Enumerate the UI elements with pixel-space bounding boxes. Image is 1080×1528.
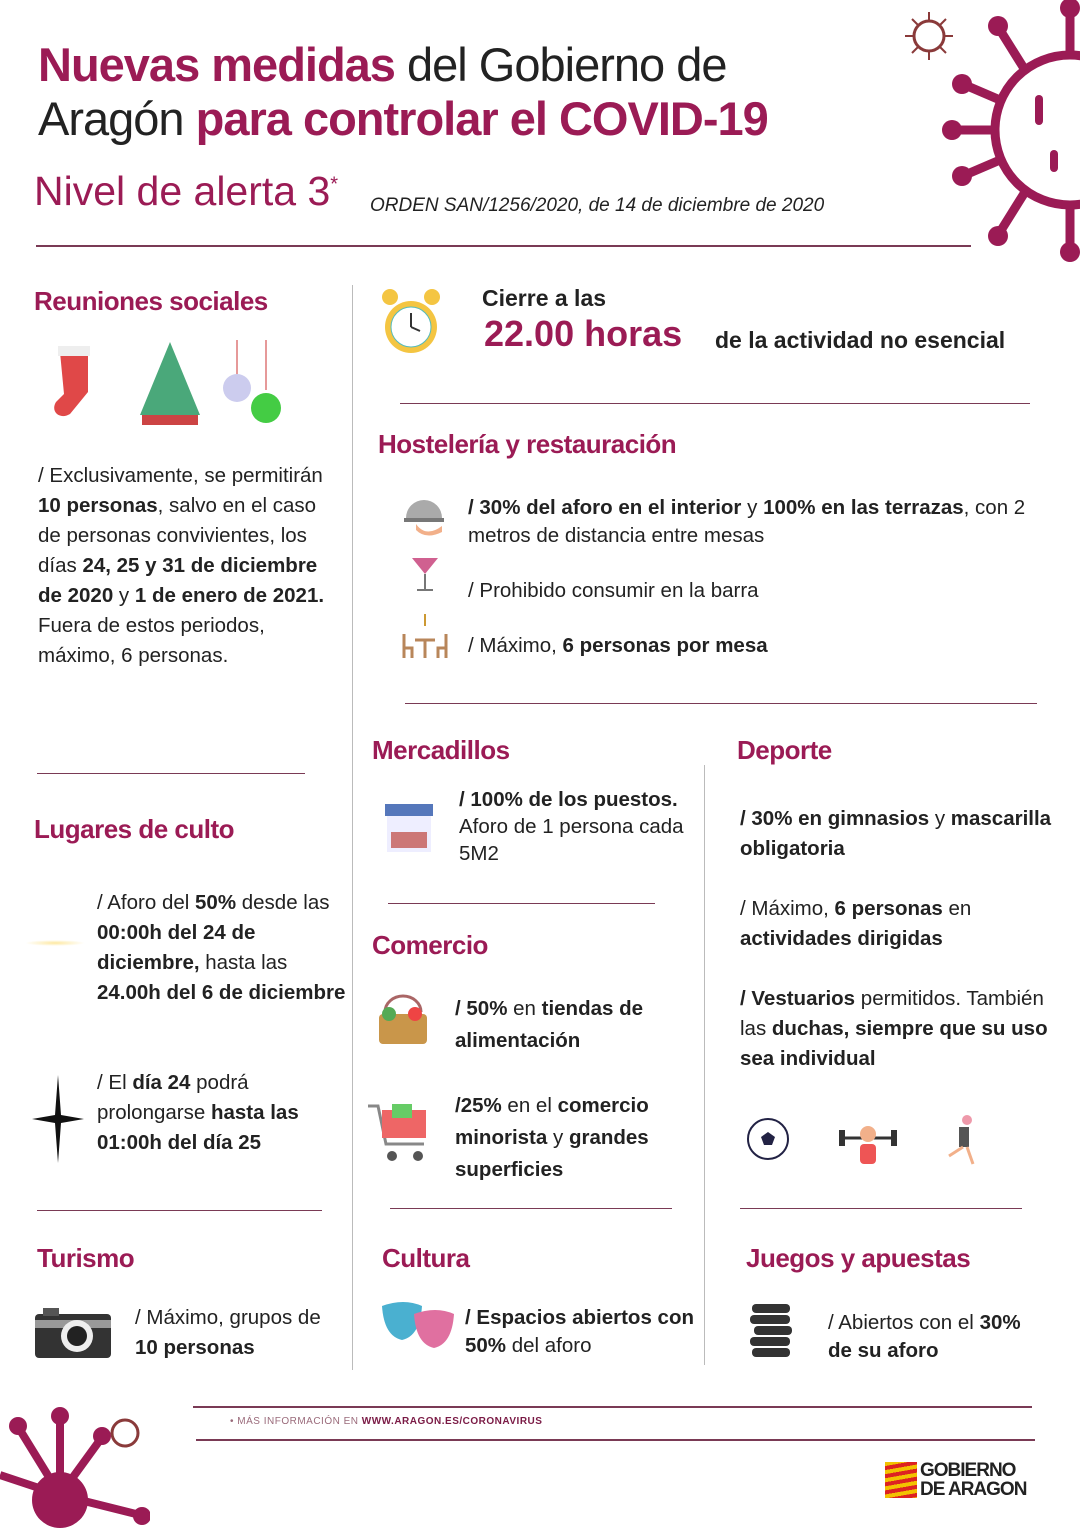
text: / Máximo, bbox=[468, 634, 563, 657]
bold-text: Nuevas medidas bbox=[38, 38, 395, 91]
shopping-cart-icon bbox=[366, 1100, 432, 1166]
divider bbox=[36, 245, 971, 247]
deporte-item bbox=[740, 894, 1060, 954]
bold-text: / 100% de los puestos. bbox=[459, 788, 678, 811]
market-stall-icon bbox=[383, 802, 435, 854]
divider bbox=[196, 1439, 1035, 1441]
page-title bbox=[38, 38, 768, 146]
bold-text: 24, 25 y 31 de diciembre de 2020 bbox=[38, 554, 318, 607]
bold-text: grandes superficies bbox=[455, 1126, 649, 1181]
bold-text: 10 personas bbox=[135, 1336, 255, 1359]
bold-text: 24.00h del 6 de diciembre bbox=[97, 981, 346, 1004]
bold-text: 50% bbox=[195, 891, 237, 914]
divider bbox=[37, 1210, 322, 1211]
text: en el bbox=[501, 1094, 558, 1117]
text: podrá prolongarse bbox=[97, 1071, 249, 1124]
weightlifting-icon bbox=[839, 1126, 897, 1164]
bold-text: 6 personas bbox=[834, 897, 943, 920]
divider bbox=[352, 285, 353, 1370]
text: Fuera de estos periodos, máximo, 6 personas. bbox=[38, 614, 265, 667]
text: y bbox=[113, 584, 135, 607]
text: y bbox=[929, 807, 951, 830]
text: del aforo bbox=[506, 1334, 592, 1357]
section-title-reuniones: Reuniones sociales bbox=[34, 286, 268, 316]
section-title-juegos: Juegos y apuestas bbox=[746, 1243, 971, 1273]
bold-text: mascarilla obligatoria bbox=[740, 807, 1052, 860]
section-title-comercio: Comercio bbox=[372, 930, 488, 960]
text: / Máximo, bbox=[740, 897, 835, 920]
section-title-deporte: Deporte bbox=[737, 735, 832, 765]
section-title-turismo: Turismo bbox=[37, 1243, 135, 1273]
hosteleria-item bbox=[468, 576, 759, 606]
text: / Exclusivamente, se permitirán bbox=[38, 464, 323, 487]
table-chairs-icon bbox=[400, 612, 450, 660]
bold-text: / 30% del aforo en el interior bbox=[468, 496, 742, 519]
virus-icon bbox=[0, 1400, 150, 1528]
divider bbox=[740, 1208, 1022, 1209]
divider bbox=[405, 703, 1037, 704]
bold-text: día 24 bbox=[132, 1071, 191, 1094]
text: del Gobierno de bbox=[394, 38, 727, 91]
text: desde las bbox=[236, 891, 330, 914]
comercio-item bbox=[455, 1090, 695, 1186]
alert-level bbox=[34, 168, 338, 215]
hosteleria-item bbox=[468, 631, 768, 661]
cultura-text bbox=[465, 1304, 700, 1360]
theatre-masks-icon bbox=[380, 1300, 458, 1356]
sparkle-icon bbox=[25, 940, 85, 946]
text: en bbox=[942, 897, 972, 920]
section-title-culto: Lugares de culto bbox=[34, 814, 235, 844]
alarm-clock-icon bbox=[380, 285, 442, 359]
text: hasta las bbox=[199, 951, 288, 974]
juegos-text bbox=[828, 1309, 1028, 1365]
text: permitidos. También las bbox=[740, 987, 1044, 1040]
logo-line-2: DE ARAGON bbox=[920, 1479, 1027, 1500]
text: Aragón bbox=[38, 92, 196, 145]
divider bbox=[37, 773, 305, 774]
sport-icons bbox=[745, 1112, 985, 1170]
gobierno-logo bbox=[920, 1461, 1026, 1499]
bold-text: tiendas de alimentación bbox=[455, 997, 644, 1052]
text: , salvo en el caso de personas convivientes, los días bbox=[38, 494, 317, 577]
bold-text: 10 personas bbox=[38, 494, 158, 517]
text: / El bbox=[97, 1071, 133, 1094]
runner-icon bbox=[949, 1115, 973, 1164]
bold-text: / 50% bbox=[455, 997, 508, 1020]
text: / Máximo, grupos de bbox=[135, 1306, 321, 1329]
logo-line-1: GOBIERNO bbox=[920, 1460, 1016, 1481]
cocktail-icon bbox=[410, 550, 440, 595]
hosteleria-item bbox=[468, 494, 1038, 550]
text: en bbox=[507, 997, 542, 1020]
bold-text: 100% en las terrazas bbox=[763, 496, 964, 519]
text: / Aforo del bbox=[97, 891, 196, 914]
divider bbox=[193, 1406, 1032, 1408]
text: Aforo de 1 persona cada 5M2 bbox=[459, 815, 684, 865]
alert-level-text: Nivel de alerta 3 bbox=[34, 168, 331, 214]
alert-level-mark: * bbox=[330, 173, 339, 196]
ornaments-icon bbox=[223, 340, 281, 423]
cierre-time: 22.00 horas bbox=[484, 313, 683, 354]
virus-icon bbox=[940, 0, 1080, 265]
bold-text: 00:00h del 24 de diciembre, bbox=[97, 921, 256, 974]
bold-text: 30% de su aforo bbox=[828, 1311, 1021, 1362]
divider bbox=[390, 1208, 672, 1209]
culto-text-1 bbox=[97, 888, 347, 1008]
stocking-icon bbox=[54, 346, 90, 416]
deporte-item bbox=[740, 804, 1060, 864]
text: / Prohibido consumir en la barra bbox=[468, 579, 759, 602]
section-title-mercadillos: Mercadillos bbox=[372, 735, 510, 765]
turismo-text bbox=[135, 1303, 335, 1363]
cierre-suffix: de la actividad no esencial bbox=[715, 327, 1006, 353]
culto-text-2 bbox=[97, 1068, 337, 1158]
section-title-hosteleria: Hostelería y restauración bbox=[378, 429, 677, 459]
camera-icon bbox=[35, 1306, 111, 1358]
cloche-icon bbox=[402, 490, 446, 540]
small-virus-icon bbox=[903, 10, 955, 62]
christmas-tree-icon bbox=[140, 342, 200, 425]
football-icon bbox=[748, 1119, 788, 1159]
bold-text: hasta las 01:00h del día 25 bbox=[97, 1101, 299, 1154]
bold-text: duchas, siempre que su uso sea individual bbox=[740, 1017, 1048, 1070]
star-icon bbox=[32, 1075, 84, 1163]
more-info: • MÁS INFORMACIÓN EN WWW.ARAGON.ES/CORONAVIRUS bbox=[230, 1416, 543, 1427]
more-info-label: MÁS INFORMACIÓN EN bbox=[237, 1416, 362, 1427]
aragon-flag-icon bbox=[885, 1462, 917, 1498]
christmas-icons bbox=[40, 340, 290, 430]
bold-text: / 30% en gimnasios bbox=[740, 807, 930, 830]
text: , con 2 metros de distancia entre mesas bbox=[468, 496, 1026, 547]
bold-text: comercio minorista bbox=[455, 1094, 649, 1149]
divider bbox=[704, 765, 705, 1365]
divider bbox=[400, 403, 1030, 404]
comercio-item bbox=[455, 993, 695, 1057]
text: y bbox=[741, 496, 764, 519]
bold-text: para controlar el COVID-19 bbox=[195, 92, 768, 145]
reuniones-text bbox=[38, 461, 328, 671]
bold-text: 6 personas por mesa bbox=[562, 634, 768, 657]
text: y bbox=[547, 1126, 569, 1149]
cierre-label: Cierre a las bbox=[482, 285, 607, 311]
more-info-link[interactable]: WWW.ARAGON.ES/CORONAVIRUS bbox=[361, 1416, 543, 1427]
mercadillos-text bbox=[459, 786, 684, 867]
bold-text: 1 de enero de 2021. bbox=[134, 584, 325, 607]
bold-text: / Vestuarios bbox=[740, 987, 856, 1010]
text: / Abiertos con el bbox=[828, 1311, 980, 1334]
grocery-basket-icon bbox=[375, 992, 431, 1048]
bold-text: /25% bbox=[455, 1094, 502, 1117]
bold-text: actividades dirigidas bbox=[740, 927, 943, 950]
section-title-cultura: Cultura bbox=[382, 1243, 470, 1273]
order-reference: ORDEN SAN/1256/2020, de 14 de diciembre de 2020 bbox=[370, 195, 825, 216]
casino-chips-icon bbox=[748, 1302, 794, 1358]
deporte-item bbox=[740, 984, 1060, 1074]
divider bbox=[388, 903, 655, 904]
bold-text: / Espacios abiertos con 50% bbox=[465, 1306, 694, 1357]
